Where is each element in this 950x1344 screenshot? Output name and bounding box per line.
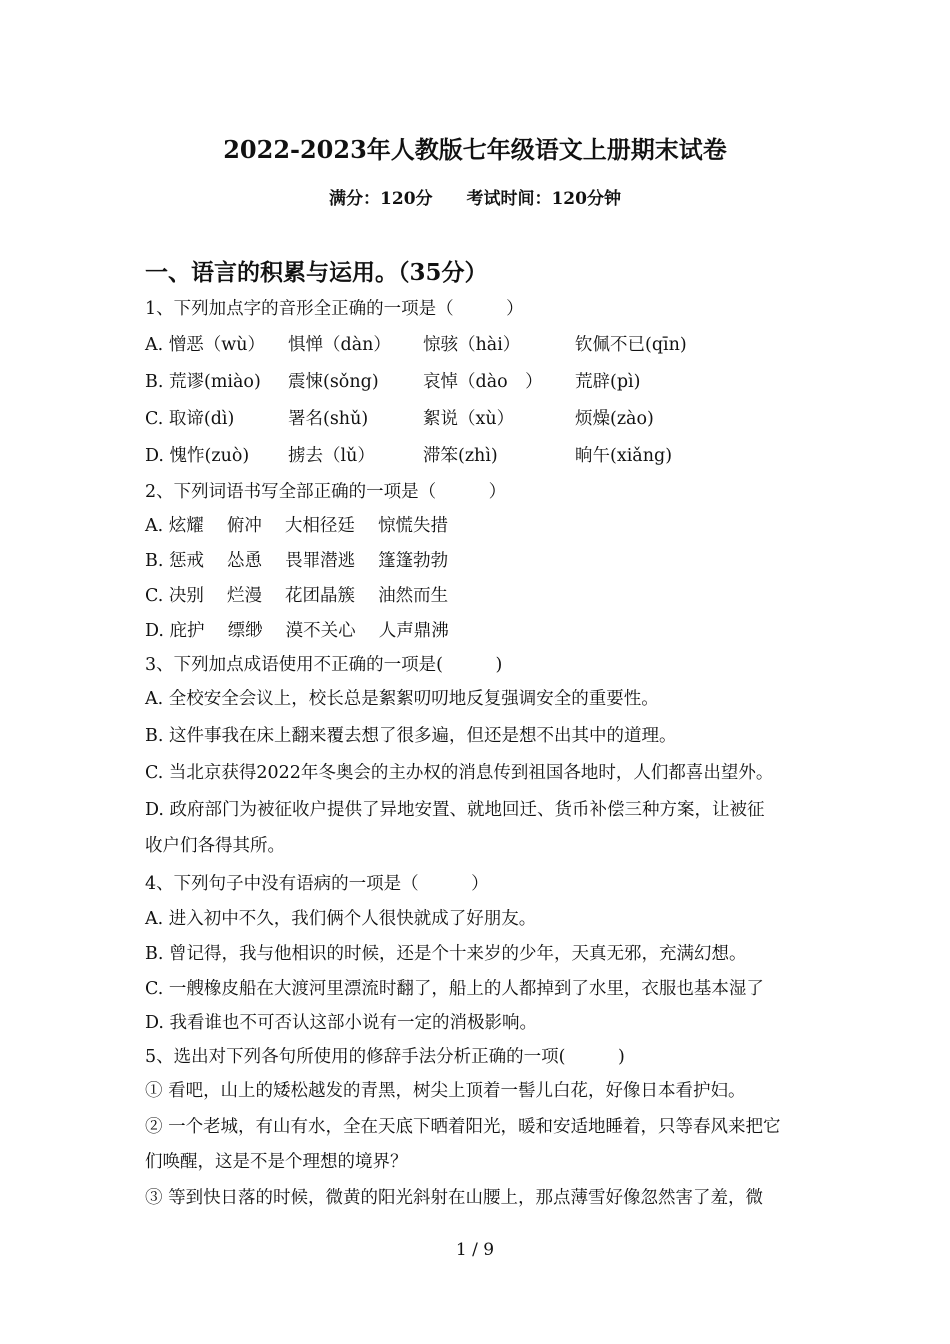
q1-a-3: 惊骇（hài）: [423, 335, 521, 355]
q3-option-a: A. 全校安全会议上，校长总是絮絮叨叨地反复强调安全的重要性。: [145, 689, 659, 709]
q2-option-d: D. 庇护 缥缈 漠不关心 人声鼎沸: [145, 621, 449, 641]
page-title: 2022-2023年人教版七年级语文上册期末试卷: [223, 135, 727, 164]
q3-option-d-line1: D. 政府部门为被征收户提供了异地安置、就地回迁、货币补偿三种方案，让被征: [145, 800, 765, 820]
q3-option-d-line2: 收户们各得其所。: [145, 836, 285, 856]
q1-b-1: B. 荒谬(miào): [145, 372, 261, 392]
q3-option-b: B. 这件事我在床上翻来覆去想了很多遍，但还是想不出其中的道理。: [145, 726, 677, 746]
q1-b-4: 荒辟(pì): [575, 372, 641, 392]
q2-stem: 2、下列词语书写全部正确的一项是（ ）: [145, 482, 507, 502]
q4-option-d: D. 我看谁也不可否认这部小说有一定的消极影响。: [145, 1013, 538, 1033]
q2-option-b: B. 惩戒 怂恿 畏罪潜逃 篷篷勃勃: [145, 551, 449, 571]
q5-sentence-2-line2: 们唤醒，这是不是个理想的境界？: [145, 1152, 408, 1172]
q1-d-2: 掳去（lǔ）: [288, 446, 375, 466]
q1-d-1: D. 愧怍(zuò): [145, 446, 250, 466]
full-score: 满分：120分: [329, 189, 433, 209]
q5-sentence-3: ③ 等到快日落的时候，微黄的阳光斜射在山腰上，那点薄雪好像忽然害了羞，微: [145, 1188, 764, 1208]
q1-a-1: A. 憎恶（wù）: [145, 335, 266, 355]
q1-a-4: 钦佩不已(qīn): [575, 335, 687, 355]
q1-c-1: C. 取谛(dì): [145, 409, 235, 429]
page-number: 1 / 9: [455, 1240, 495, 1260]
exam-info: [0, 184, 950, 209]
q1-b-3: 哀悼（dào ）: [423, 372, 543, 392]
q1-c-2: 署名(shǔ): [288, 409, 369, 429]
q1-c-4: 烦燥(zào): [575, 409, 654, 429]
q4-option-b: B. 曾记得，我与他相识的时候，还是个十来岁的少年，天真无邪，充满幻想。: [145, 944, 747, 964]
q5-stem: 5、选出对下列各句所使用的修辞手法分析正确的一项( ): [145, 1047, 625, 1067]
q3-stem: 3、下列加点成语使用不正确的一项是( ): [145, 655, 503, 675]
q4-option-c: C. 一艘橡皮船在大渡河里漂流时翻了，船上的人都掉到了水里，衣服也基本湿了: [145, 979, 764, 999]
q2-option-c: C. 决别 烂漫 花团晶簇 油然而生: [145, 586, 449, 606]
q5-sentence-2-line1: ② 一个老城，有山有水，全在天底下晒着阳光，暖和安适地睡着，只等春风来把它: [145, 1117, 781, 1137]
section-heading: 一、语言的积累与运用。（35分）: [145, 259, 488, 286]
q1-b-2: 震悚(sǒng): [288, 372, 379, 392]
q1-a-2: 惧惮（dàn）: [288, 335, 391, 355]
exam-time: 考试时间：120分钟: [466, 189, 621, 209]
q5-sentence-1: ① 看吧，山上的矮松越发的青黑，树尖上顶着一髻儿白花，好像日本看护妇。: [145, 1081, 746, 1101]
q1-c-3: 絮说（xù）: [423, 409, 515, 429]
q4-option-a: A. 进入初中不久，我们俩个人很快就成了好朋友。: [145, 909, 537, 929]
q3-option-c: C. 当北京获得2022年冬奥会的主办权的消息传到祖国各地时，人们都喜出望外。: [145, 763, 774, 783]
q1-d-3: 滞笨(zhì): [423, 446, 498, 466]
q1-stem: 1、下列加点字的音形全正确的一项是（ ）: [145, 299, 524, 319]
q1-d-4: 晌午(xiǎng): [575, 446, 673, 466]
q2-option-a: A. 炫耀 俯冲 大相径廷 惊慌失措: [145, 516, 448, 536]
q4-stem: 4、下列句子中没有语病的一项是（ ）: [145, 874, 489, 894]
